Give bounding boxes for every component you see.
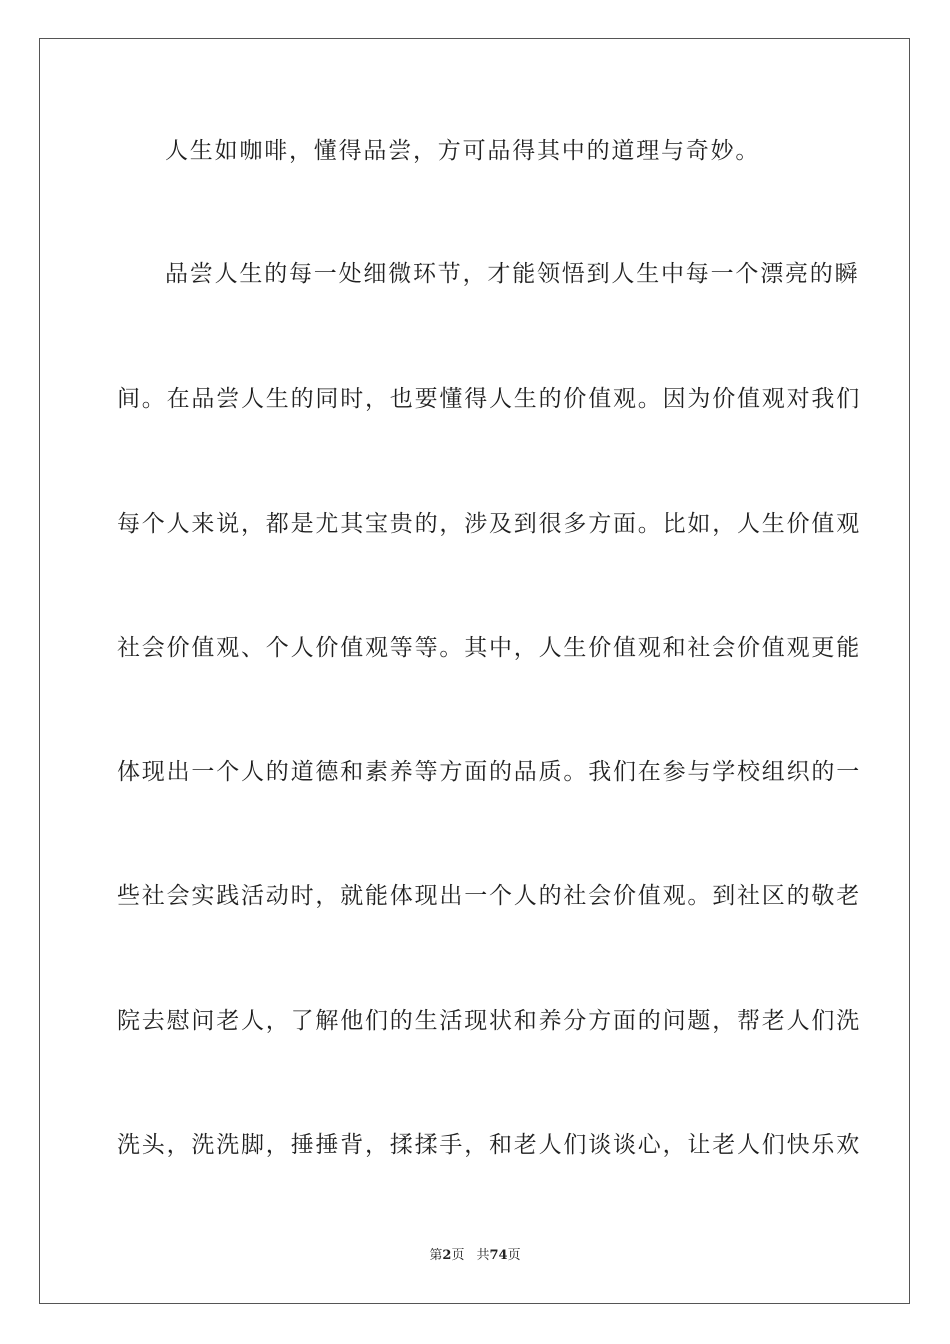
paragraph-1-line-1: 人生如咖啡，懂得品尝，方可品得其中的道理与奇妙。 xyxy=(165,138,761,164)
paragraph-2-line-1: 品尝人生的每一处细微环节，才能领悟到人生中每一个漂亮的瞬 xyxy=(165,261,860,287)
footer-page-number: 2 xyxy=(442,1248,452,1263)
paragraph-2-line-8: 洗头，洗洗脚，捶捶背，揉揉手，和老人们谈谈心，让老人们快乐欢 xyxy=(117,1132,861,1158)
paragraph-2-line-6: 些社会实践活动时，就能体现出一个人的社会价值观。到社区的敬老 xyxy=(117,883,861,909)
footer-total-pages: 74 xyxy=(489,1248,508,1263)
footer-page-prefix: 第 xyxy=(429,1248,443,1263)
footer-total-suffix: 页 xyxy=(507,1248,521,1263)
footer-page-suffix: 页 xyxy=(451,1248,465,1263)
paragraph-2-line-5: 体现出一个人的道德和素养等方面的品质。我们在参与学校组织的一 xyxy=(117,759,861,785)
paragraph-2-line-3: 每个人来说，都是尤其宝贵的，涉及到很多方面。比如，人生价值观 xyxy=(117,511,861,537)
paragraph-2-line-4: 社会价值观、个人价值观等等。其中，人生价值观和社会价值观更能 xyxy=(117,635,861,661)
paragraph-2-line-7: 院去慰问老人，了解他们的生活现状和养分方面的问题，帮老人们洗 xyxy=(117,1008,861,1034)
footer-total-prefix: 共 xyxy=(476,1248,490,1263)
page-border xyxy=(39,38,910,1304)
paragraph-2-line-2: 间。在品尝人生的同时，也要懂得人生的价值观。因为价值观对我们 xyxy=(117,386,861,412)
page-footer xyxy=(0,1244,950,1263)
